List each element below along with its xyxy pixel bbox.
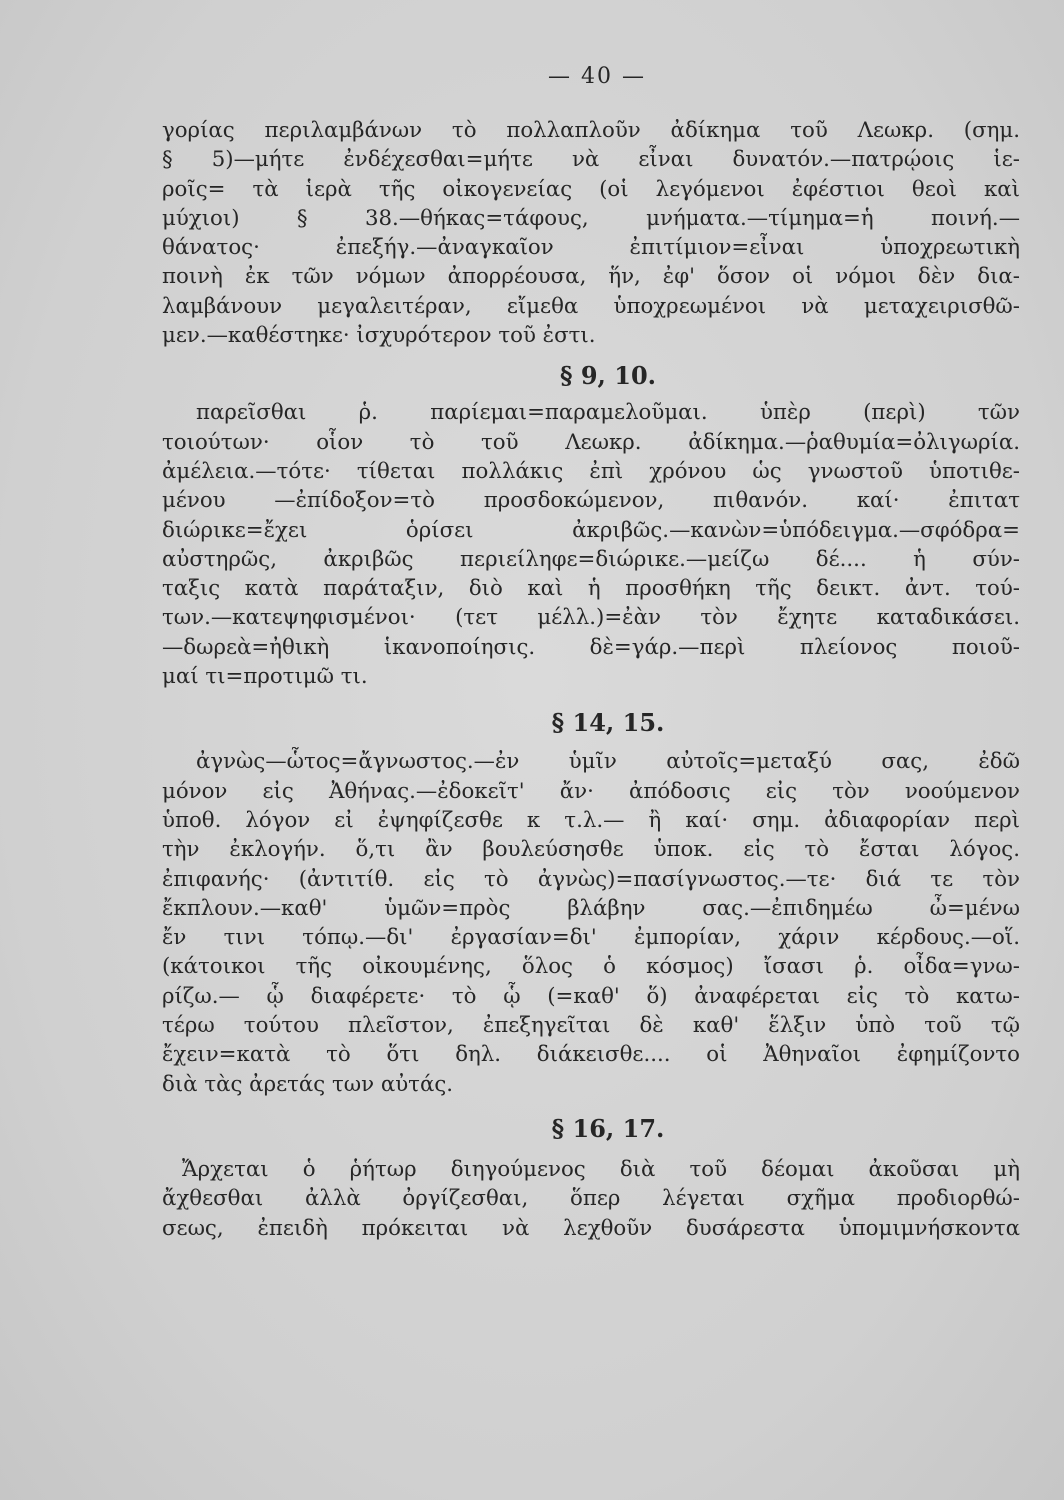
text-line: σεως, ἐπειδὴ πρόκειται νὰ λεχθοῦν δυσάρεστα ὑπομιμνήσκοντα bbox=[162, 1215, 1020, 1241]
text-line: τέρω τούτου πλεῖστον, ἐπεξηγεῖται δὲ καθ' ἕλξιν ὑπὸ τοῦ τῷ bbox=[162, 1013, 1020, 1039]
text-line: διὰ τὰς ἀρετάς των αὐτάς. bbox=[162, 1071, 454, 1097]
text-line: ἀγνὼς—ὧτος=ἄγνωστος.—ἐν ὑμῖν αὐτοῖς=μεταξύ σας, ἐδῶ bbox=[196, 749, 1020, 775]
text-line: θάνατος· ἐπεξήγ.—ἀναγκαῖον ἐπιτίμιον=εἶναι ὑποχρεωτικὴ bbox=[162, 235, 1020, 261]
paragraph-block-3 bbox=[162, 747, 1020, 1099]
section-heading: § 14, 15. bbox=[551, 708, 665, 738]
paragraph-block-4 bbox=[162, 1155, 1020, 1243]
text-line: λαμβάνουν μεγαλειτέραν, εἴμεθα ὑποχρεωμένοι νὰ μεταχειρισθῶ- bbox=[162, 293, 1020, 319]
text-line: μαί τι=προτιμῶ τι. bbox=[162, 664, 368, 690]
section-heading: § 16, 17. bbox=[551, 1113, 665, 1143]
text-line: των.—κατεψηφισμένοι· (τετ μέλλ.)=ἐὰν τὸν ἔχητε καταδικάσει. bbox=[162, 605, 1020, 631]
text-line: (κάτοικοι τῆς οἰκουμένης, ὅλος ὁ κόσμος) ἴσασι ῥ. οἶδα=γνω- bbox=[162, 954, 1020, 980]
text-line: ρίζω.— ᾧ διαφέρετε· τὸ ᾧ (=καθ' ὅ) ἀναφέρεται εἰς τὸ κατω- bbox=[162, 983, 1020, 1009]
text-line: γορίας περιλαμβάνων τὸ πολλαπλοῦν ἀδίκημα τοῦ Λεωκρ. (σημ. bbox=[162, 118, 1020, 143]
text-line: ταξις κατὰ παράταξιν, διὸ καὶ ἡ προσθήκη τῆς δεικτ. ἀντ. τού- bbox=[162, 576, 1020, 602]
text-line: ὑποθ. λόγον εἰ ἐψηφίζεσθε κ τ.λ.— ἢ καί· σημ. ἀδιαφορίαν περὶ bbox=[162, 807, 1020, 833]
text-line: τοιούτων· οἷον τὸ τοῦ Λεωκρ. ἀδίκημα.—ῥαθυμία=ὀλιγωρία. bbox=[162, 429, 1020, 455]
text-line: ποινὴ ἐκ τῶν νόμων ἀπορρέουσα, ἥν, ἐφ' ὅσον οἱ νόμοι δὲν δια- bbox=[162, 264, 1020, 290]
text-line: μένου —ἐπίδοξον=τὸ προσδοκώμενον, πιθανόν. καί· ἐπιτατ bbox=[162, 488, 1020, 514]
text-line: ἐπιφανής· (ἀντιτίθ. εἰς τὸ ἀγνὼς)=πασίγνωστος.—τε· διά τε τὸν bbox=[162, 866, 1020, 892]
text-line: ροῖς= τὰ ἱερὰ τῆς οἰκογενείας (οἱ λεγόμενοι ἐφέστιοι θεοὶ καὶ bbox=[162, 176, 1020, 202]
section-heading: § 9, 10. bbox=[559, 361, 657, 391]
commentary-text bbox=[162, 116, 1020, 1243]
page-number: — 40 — bbox=[548, 64, 646, 89]
text-line: Ἄρχεται ὁ ῥήτωρ διηγούμενος διὰ τοῦ δέομαι ἀκοῦσαι μὴ bbox=[182, 1156, 1020, 1182]
text-line: μόνον εἰς Ἀθήνας.—ἐδοκεῖτ' ἄν· ἀπόδοσις εἰς τὸν νοούμενον bbox=[162, 778, 1020, 804]
paragraph-block-1 bbox=[162, 116, 1020, 350]
text-line: —δωρεὰ=ἠθικὴ ἱκανοποίησις. δὲ=γάρ.—περὶ πλείονος ποιοῦ- bbox=[162, 634, 1020, 660]
text-line: αὐστηρῶς, ἀκριβῶς περιείληφε=διώρικε.—μείζω δέ.... ἡ σύν- bbox=[162, 546, 1020, 572]
text-line: παρεῖσθαι ῥ. παρίεμαι=παραμελοῦμαι. ὑπὲρ (περὶ) τῶν bbox=[196, 400, 1020, 426]
text-line: ἔχειν=κατὰ τὸ ὅτι δηλ. διάκεισθε.... οἱ Ἀθηναῖοι ἐφημίζοντο bbox=[162, 1042, 1020, 1068]
text-line: § 5)—μήτε ἐνδέχεσθαι=μήτε νὰ εἶναι δυνατόν.—πατρῴοις ἱε- bbox=[162, 147, 1020, 173]
text-line: ἔκπλουν.—καθ' ὑμῶν=πρὸς βλάβην σας.—ἐπιδημέω ὦ=μένω bbox=[162, 895, 1020, 921]
text-line: ἀμέλεια.—τότε· τίθεται πολλάκις ἐπὶ χρόνου ὡς γνωστοῦ ὑποτιθε- bbox=[162, 458, 1020, 484]
text-line: μύχιοι) § 38.—θήκας=τάφους, μνήματα.—τίμημα=ἡ ποινή.— bbox=[162, 205, 1020, 231]
text-line: μεν.—καθέστηκε· ἰσχυρότερον τοῦ ἐστι. bbox=[162, 323, 596, 349]
text-line: ἄχθεσθαι ἀλλὰ ὀργίζεσθαι, ὅπερ λέγεται σχῆμα προδιορθώ- bbox=[162, 1186, 1020, 1212]
text-line: τὴν ἐκλογήν. ὅ,τι ἂν βουλεύσησθε ὑποκ. εἰς τὸ ἔσται λόγος. bbox=[162, 837, 1020, 863]
text-line: διώρικε=ἔχει ὁρίσει ἀκριβῶς.—κανὼν=ὑπόδειγμα.—σφόδρα= bbox=[162, 517, 1020, 543]
paragraph-block-2 bbox=[162, 398, 1020, 691]
text-line: ἔν τινι τόπῳ.—δι' ἐργασίαν=δι' ἐμπορίαν, χάριν κέρδους.—οἵ. bbox=[162, 925, 1020, 951]
